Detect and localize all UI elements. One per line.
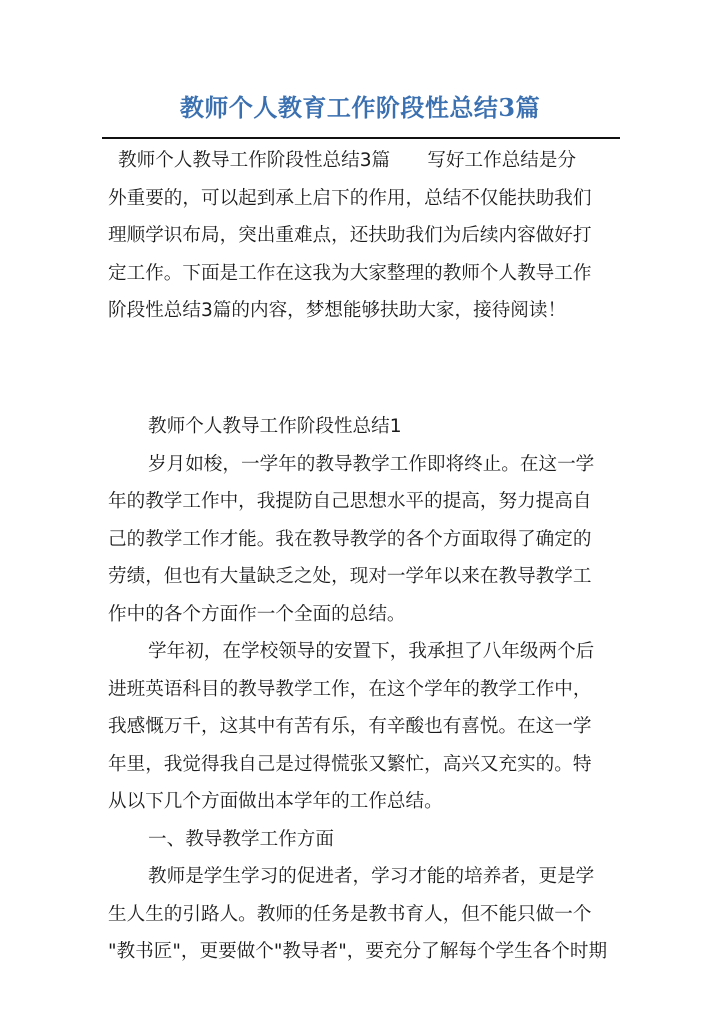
- paragraph-line: 生人生的引路人。教师的任务是教书育人，但不能只做一个: [108, 903, 592, 925]
- paragraph-line: 劳绩，但也有大量缺乏之处，现对一学年以来在教导教学工: [108, 566, 592, 587]
- section-heading: 教师个人教导工作阶段性总结1: [148, 416, 402, 437]
- document-title: 教师个人教育工作阶段性总结3篇: [179, 93, 541, 122]
- section-heading: 一、教导教学工作方面: [148, 828, 334, 850]
- paragraph-line: 教师个人教导工作阶段性总结3篇 写好工作总结是分: [118, 150, 577, 171]
- paragraph-line: 从以下几个方面做出本学年的工作总结。: [108, 791, 443, 812]
- title-divider: [102, 137, 620, 139]
- paragraph-line: 作中的各个方面作一个全面的总结。: [108, 603, 406, 625]
- blank-line: [108, 367, 614, 408]
- paragraph-line: 岁月如梭，一学年的教导教学工作即将终止。在这一学: [148, 453, 595, 475]
- paragraph-line: 年里，我觉得我自己是过得慌张又繁忙，高兴又充实的。特: [108, 753, 592, 775]
- paragraph-line: 我感慨万千，这其中有苦有乐，有辛酸也有喜悦。在这一学: [108, 716, 592, 737]
- paragraph-line: 理顺学识布局，突出重难点，还扶助我们为后续内容做好打: [108, 225, 592, 246]
- blank-line: [108, 330, 614, 368]
- paragraph-line: 阶段性总结3篇的内容，梦想能够扶助大家，接待阅读！: [108, 300, 567, 321]
- document-body: [108, 142, 614, 971]
- paragraph-line: 学年初，在学校领导的安置下，我承担了八年级两个后: [148, 641, 595, 662]
- paragraph-line: "教书匠"，更要做个"教导者"，要充分了解每个学生各个时期: [108, 941, 608, 962]
- paragraph-line: 进班英语科目的教导教学工作，在这个学年的教学工作中，: [108, 678, 592, 700]
- paragraph-line: 己的教学工作才能。我在教导教学的各个方面取得了确定的: [108, 528, 592, 550]
- paragraph-line: 教师是学生学习的促进者，学习才能的培养者，更是学: [148, 866, 595, 887]
- paragraph-line: 年的教学工作中，我提防自己思想水平的提高，努力提高自: [108, 491, 592, 512]
- paragraph-line: 外重要的，可以起到承上启下的作用，总结不仅能扶助我们: [108, 187, 592, 209]
- paragraph-line: 定工作。下面是工作在这我为大家整理的教师个人教导工作: [108, 262, 592, 284]
